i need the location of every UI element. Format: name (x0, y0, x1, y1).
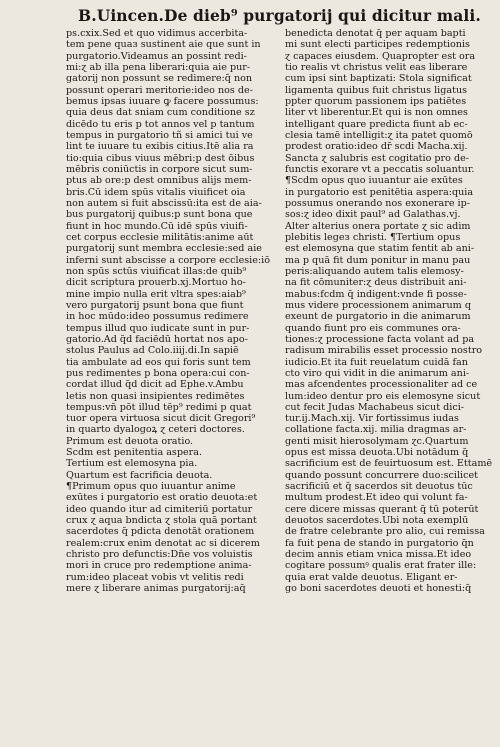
text-line: cto viro qui vidit in die animarum ani- (285, 367, 470, 379)
text-line: tiones:ɀ processione facta volant ad pa (285, 333, 475, 345)
text-line: tempus illud quo iudicate sunt in pur- (66, 322, 250, 334)
text-line: letis non quasi insipientes redimētes (66, 390, 245, 402)
text-line: tur.ij.Mach.xij. Vir fortissimus iudas (285, 413, 459, 425)
text-line: mi:ɀ ab illa pena liberari:quia aie pur- (66, 61, 251, 73)
text-line: christo pro defunctis:Dn̄e vos voluistis (66, 549, 253, 561)
text-line: mori in cruce pro redemptione anima- (66, 560, 252, 572)
text-line: purgatorij sunt membra ecclesie:sed aie (66, 243, 262, 255)
text-line: mere ɀ liberare animas purgatorij:aq̄ (66, 583, 246, 595)
text-line: peris:aliquando autem talis elemosy- (285, 265, 464, 277)
text-line: cut fecit Judas Machabeus sicut dici- (285, 401, 465, 413)
text-line: sacerdotes q̄ pdicta denotāt orationem (66, 526, 255, 538)
text-line: functis exorare vt a peccatis soluantur. (285, 163, 475, 175)
text-line: lint te iuuare tu exibis citius.Itē alia ra (66, 141, 254, 153)
text-line: rum:ideo placeat vobis vt velitis redi (66, 571, 244, 583)
text-line: ppter quorum passionem ips patiētes (285, 95, 467, 107)
text-line: sacrificium est de feuirtuosum est. Ettamē (285, 458, 493, 470)
text-line: Alter alterius onera portate ɀ sic adim (285, 220, 471, 232)
text-line: quia deus dat sniam cum conditione sz (66, 107, 255, 119)
text-line: ¶Primum opus quo iuuantur anime (66, 481, 236, 493)
text-line: radisum mirabilis esset processio nostro (285, 345, 483, 357)
text-line: bris.Cū idem spūs vitalis viuificet oia (66, 186, 246, 198)
text-line: ligamenta quibus fuit christus ligatus (285, 84, 468, 96)
text-line: fa fuit pena de stando in purgatorio q̄n (285, 537, 474, 549)
text-line: realem:crux enim denotat ac si dicerem (66, 537, 260, 549)
text-line: quando fiunt pro eis communes ora- (285, 322, 461, 334)
text-line: dicēdo tu eris p tot annos vel p tantum (66, 118, 255, 130)
text-line: liter vt liberentur.Et qui is non omnes (285, 107, 468, 119)
text-line: ideo quando itur ad cimiteriū portatur (66, 503, 253, 515)
text-line: tuor opera virtuosa sicut dicit Gregori⁹ (66, 413, 256, 425)
text-line: deuotos sacerdotes.Ubi nota exemplū (285, 515, 469, 527)
text-line: Sancta ɀ salubris est cogitatio pro de- (285, 152, 470, 164)
text-line: decim annis etiam vnica missa.Et ideo (285, 549, 472, 561)
text-line: ma p quā fit dum ponitur in manu pau (285, 254, 471, 266)
text-line: mabus:fcdm q̄ indigent:vnde fi posse- (285, 288, 467, 300)
text-line: lum:ideo dentur pro eis elemosyne sicut (285, 390, 481, 402)
text-line: non spūs sctūs viuificat illas:de quib⁹ (66, 265, 247, 277)
text-line: quia erat valde deuotus. Eligant er- (285, 571, 458, 583)
text-line: crux ɀ aqua bndicta ɀ stola quā portant (66, 515, 257, 527)
text-line: ps.cxix.Sed et quo vidimus accerbita- (66, 28, 248, 39)
text-line: tio:quia cibus viuus mēbri:p dest ōibus (66, 152, 255, 164)
text-line: clesia tamē intelligit:ɀ ita patet quomō (285, 129, 473, 141)
text-line: tempus in purgatorio tñ si amici tui ve (66, 129, 253, 141)
text-line: tem pene quaз sustinent aie que sunt in (66, 39, 261, 51)
right-text-column (285, 28, 497, 728)
text-line: collatione facta.xij. milia dragmas ar- (285, 424, 467, 436)
text-line: na fit cōmuniter:ɀ deus distribuit ani- (285, 277, 467, 289)
text-line: inferni sunt abscisse a corpore ecclesie:iō (66, 254, 270, 266)
text-line: exūtes i purgatorio est oratio deuota:et (66, 492, 258, 504)
text-line: genti misit hierosolymam ɀc.Quartum (285, 435, 469, 447)
text-line: ptus ab ore:p dest omnibus alijs mem- (66, 175, 252, 187)
text-line: ɀ capaces eiusdem. Quapropter est ora (285, 50, 476, 62)
text-line: Quartum est facrificia deuota. (66, 469, 213, 481)
text-line: mas afcendentes processionaliter ad ce (285, 379, 478, 391)
text-line: tempus:vn̄ pōt illud tēp⁹ redimi p quat (66, 401, 252, 413)
text-line: purgatorio.Videamus an possint redi- (66, 50, 247, 62)
text-line: Tertium est elemosyna pia. (66, 458, 198, 470)
left-text-column (66, 28, 278, 728)
text-line: cum ipsi sint baptizati: Stola significat (285, 73, 472, 85)
text-line: exeunt de purgatorio in die animarum (285, 311, 471, 323)
text-line: cet corpus ecclesie militātis:anime aūt (66, 231, 254, 243)
text-line: go boni sacerdotes deuoti et honesti:q̄ (285, 583, 472, 595)
text-line: intelligant quare predicta fiunt ab ec- (285, 118, 468, 130)
text-line: pus redimentes p bona opera:cui con- (66, 367, 250, 379)
text-line: Primum est deuota oratio. (66, 435, 194, 447)
text-line: possunt operari meritorie:ideo nos de- (66, 84, 253, 96)
text-line: benedicta denotat q̄ per aquam bapti (285, 28, 466, 39)
text-line: in hoc mūdo:ideo possumus redimere (66, 311, 249, 323)
text-line: in quarto dyalogoꝝ ɀ ceteri doctores. (66, 424, 245, 436)
text-line: tio realis vt christus velit eas liberare (285, 61, 468, 73)
text-line: mēbris coniūctis in corpore sicut sum- (66, 163, 253, 175)
text-line: est elemosyna que statim fentit ab ani- (285, 243, 475, 255)
text-line: tia ambulate ad eos qui foris sunt tem (66, 356, 251, 368)
text-line: dicit scriptura prouerb.xj.Mortuo ho- (66, 277, 246, 289)
text-line: possumus onerando nos exonerare ip- (285, 197, 470, 209)
text-line: de fratre celebrante pro alio, cui remissa (285, 526, 485, 538)
text-line: sacrificiū et q̄ sacerdos sit deuotus tūc (285, 481, 473, 493)
text-line: mine impio nulla erit vltra spes:aiab⁹ (66, 288, 246, 300)
text-line: bemus ipsas iuuare ꝙ facere possumus: (66, 95, 259, 107)
text-line: mus videre processionem animarum q (285, 299, 471, 311)
text-line: non autem si fuit abscissū:ita est de aia- (66, 197, 262, 209)
text-line: sos:ɀ ideo dixit paul⁹ ad Galathas.vj. (285, 209, 461, 221)
text-line: gatorio.Ad q̄d faciēdū hortat nos apo- (66, 333, 248, 345)
text-line: fiunt in hoc mundo.Cū idē spūs viuifi- (66, 220, 248, 232)
text-line: cordat illud q̄d dicit ad Ephe.v.Ambu (66, 379, 244, 391)
text-line: vero purgatorij psunt bona que fiunt (66, 299, 244, 311)
text-line: prodest oratio:ideo dr̄ scdi Macha.xij. (285, 141, 468, 153)
text-line: opus est missa deuota.Ubi notādum q̄ (285, 447, 469, 459)
text-line: plebitis legeз christi. ¶Tertium opus (285, 231, 461, 243)
text-line: stolus Paulus ad Colo.iiij.di.In sapiē (66, 345, 239, 357)
text-line: ¶Scdm opus quo iuuantur aie exūtes (285, 175, 463, 187)
text-line: cere dicere missas querant q̄ tū poterūt (285, 503, 479, 515)
text-line: quando possunt concurrere duo:scilicet (285, 469, 478, 481)
text-line: iudicio.Et ita fuit reuelatum cuidā fan (285, 356, 468, 368)
text-line: mi sunt electi participes redemptionis (285, 39, 470, 51)
text-line: Scdm est penitentia aspera. (66, 447, 203, 459)
text-line: cogitare possumꝰ qualis erat frater ille: (285, 560, 477, 572)
text-line: in purgatorio est penitētia aspera:quia (285, 186, 474, 198)
text-line: bus purgatorij quibus:p sunt bona que (66, 209, 253, 221)
text-line: gatorij non possunt se redimere:q̄ non (66, 73, 253, 85)
running-header: B.Uincen.De dieb⁹ purgatorij qui dicitur mali. (78, 6, 481, 25)
text-line: multum prodest.Et ideo qui volunt fa- (285, 492, 468, 504)
